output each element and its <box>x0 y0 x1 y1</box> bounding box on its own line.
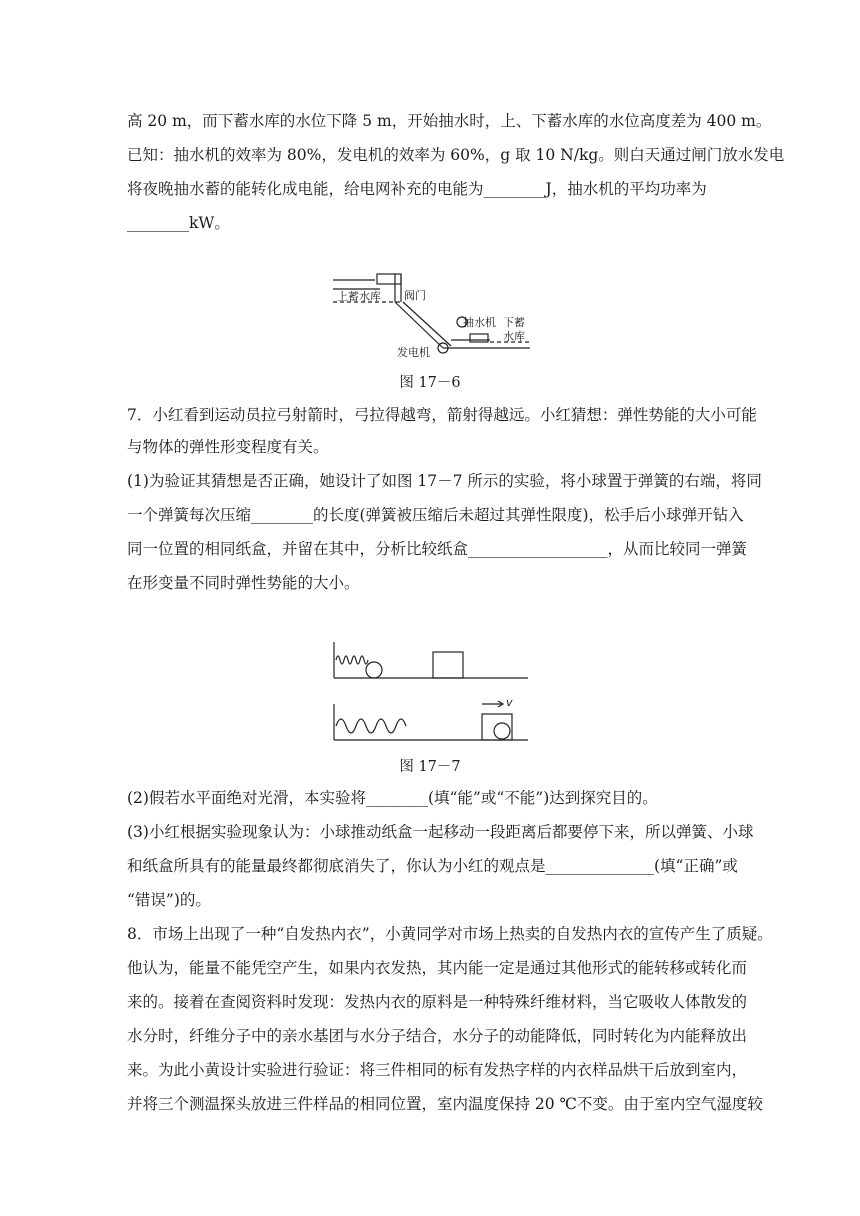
q7-part2: (2)假若水平面绝对光滑，本实验将________(填“能”或“不能”)达到探究目的。 <box>127 789 658 807</box>
figure-17-7-diagram <box>328 638 533 748</box>
q8-line-4: 水分时，纤维分子中的亲水基团与水分子结合，水分子的动能降低，同时转化为内能释放出 <box>127 1027 748 1045</box>
figure-17-7-caption: 图 17－7 <box>399 759 461 775</box>
figure-17-6-caption: 图 17－6 <box>399 375 461 391</box>
q8-line-1: 8．市场上出现了一种“自发热内衣”，小黄同学对市场上热卖的自发热内衣的宣传产生了质疑。 <box>127 925 773 943</box>
q8-line-5: 来。为此小黄设计实验进行验证：将三件相同的标有发热字样的内衣样品烘干后放到室内， <box>127 1061 748 1079</box>
q6-line-1: 高 20 m，而下蓄水库的水位下降 5 m，开始抽水时，上、下蓄水库的水位高度差为 400 m。 <box>127 112 772 130</box>
q6-line-3: 将夜晚抽水蓄的能转化成电能，给电网补充的电能为________J，抽水机的平均功率为 <box>127 180 707 198</box>
q6-line-4: ________kW。 <box>127 214 230 232</box>
generator-label: 发电机 <box>397 346 430 359</box>
pump-label: 抽水机 <box>463 316 496 329</box>
lower-reservoir-label-2: 水库 <box>503 330 525 343</box>
q7-intro-line-2: 与物体的弹性形变程度有关。 <box>127 438 329 456</box>
q7-part3-line-2: 和纸盒所具有的能量最终都彻底消失了，你认为小红的观点是______________(填“正确”或 <box>127 857 738 875</box>
q8-line-2: 他认为，能量不能凭空产生，如果内衣发热，其内能一定是通过其他形式的能转移或转化而 <box>127 959 748 977</box>
q7-part1-line-3: 同一位置的相同纸盒，并留在其中，分析比较纸盒__________________，从而比较同一弹簧 <box>127 540 748 558</box>
velocity-label: v <box>506 696 513 709</box>
q7-intro-line-1: 7．小红看到运动员拉弓射箭时，弓拉得越弯，箭射得越远。小红猜想：弹性势能的大小可能 <box>127 406 757 424</box>
upper-reservoir-label: 上蓄水库 <box>337 290 381 303</box>
q7-part3-line-3: “错误”)的。 <box>127 891 211 909</box>
q8-line-6: 并将三个测温探头放进三件样品的相同位置，室内温度保持 20 ℃不变。由于室内空气湿度较 <box>127 1095 763 1113</box>
q8-line-3: 来的。接着在查阅资料时发现：发热内衣的原料是一种特殊纤维材料，当它吸收人体散发的 <box>127 993 748 1011</box>
figure-17-6-diagram <box>325 268 545 368</box>
gate-label: 阀门 <box>404 289 426 302</box>
q7-part1-line-4: 在形变量不同时弹性势能的大小。 <box>127 574 360 592</box>
q7-part3-line-1: (3)小红根据实验现象认为：小球推动纸盒一起移动一段距离后都要停下来，所以弹簧、小球 <box>127 823 754 841</box>
q7-part1-line-2: 一个弹簧每次压缩________的长度(弹簧被压缩后未超过其弹性限度)，松手后小球弹开钻入 <box>127 506 744 524</box>
q7-part1-line-1: (1)为验证其猜想是否正确，她设计了如图 17－7 所示的实验，将小球置于弹簧的右端，将同 <box>127 472 762 490</box>
q6-line-2: 已知：抽水机的效率为 80%，发电机的效率为 60%，g 取 10 N/kg。则白天通过闸门放水发电 <box>127 146 785 164</box>
lower-reservoir-label-1: 下蓄 <box>503 316 525 329</box>
